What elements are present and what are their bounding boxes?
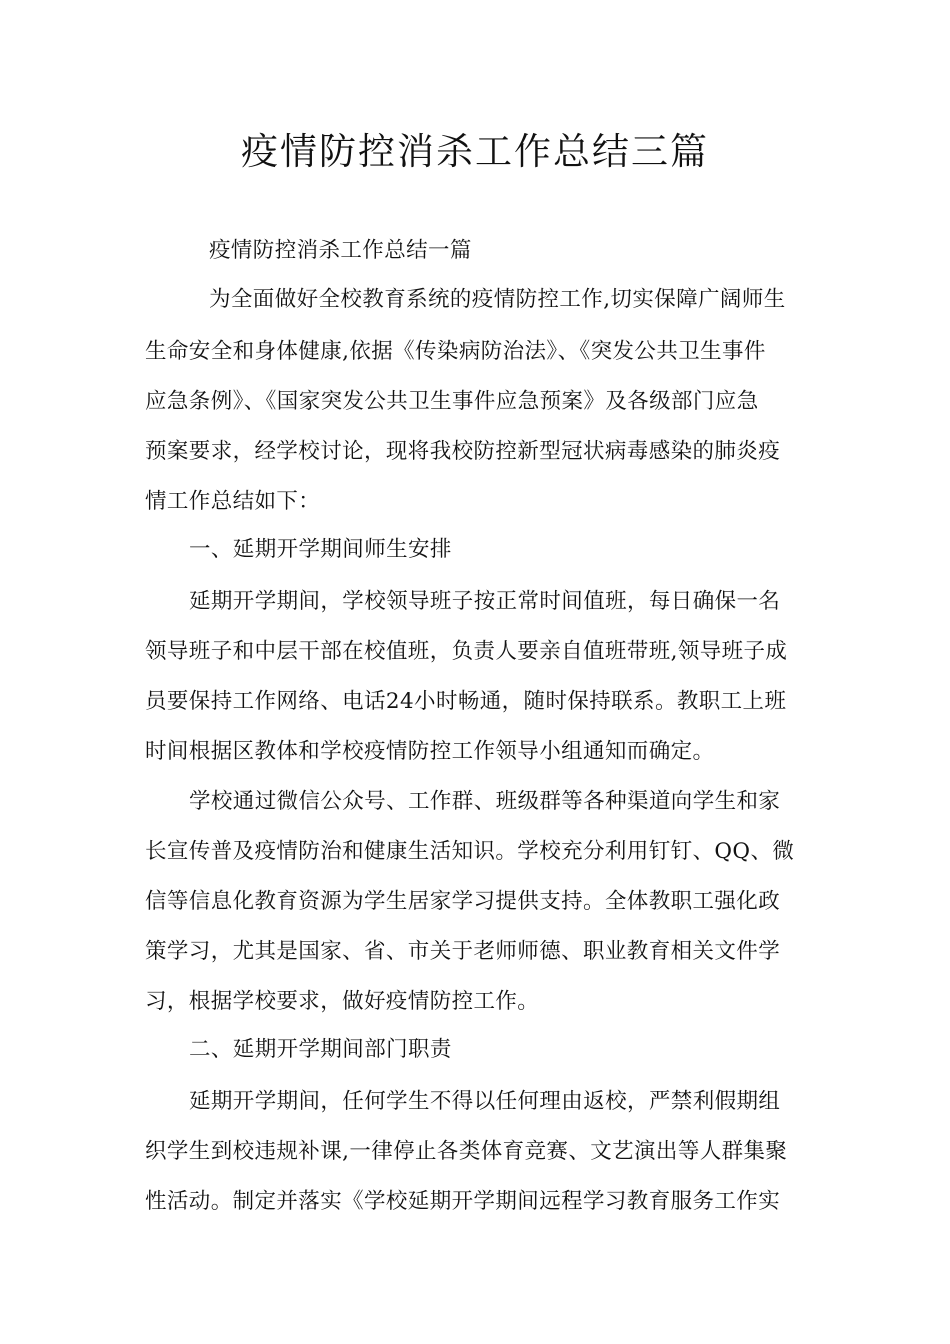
paragraph-line: 为全面做好全校教育系统的疫情防控工作,切实保障广阔师生 xyxy=(209,287,786,312)
paragraph-line: 生命安全和身体健康,依据《传染病防治法》、《突发公共卫生事件 xyxy=(145,339,766,364)
section-heading: 一、延期开学期间师生安排 xyxy=(189,537,452,562)
paragraph-line: 习，根据学校要求，做好疫情防控工作。 xyxy=(145,989,540,1014)
section-subtitle: 疫情防控消杀工作总结一篇 xyxy=(209,238,472,263)
paragraph-line: 员要保持工作网络、电话24小时畅通，随时保持联系。教职工上班 xyxy=(145,689,787,714)
paragraph-line: 延期开学期间，学校领导班子按正常时间值班，每日确保一名 xyxy=(189,589,781,614)
document-title: 疫情防控消杀工作总结三篇 xyxy=(241,130,709,173)
paragraph-line: 预案要求，经学校讨论，现将我校防控新型冠状病毒感染的肺炎疫 xyxy=(145,439,781,464)
paragraph-line: 学校通过微信公众号、工作群、班级群等各种渠道向学生和家 xyxy=(189,789,781,814)
section-heading: 二、延期开学期间部门职责 xyxy=(189,1037,452,1062)
paragraph-line: 织学生到校违规补课,一律停止各类体育竞赛、文艺演出等人群集聚 xyxy=(145,1139,788,1164)
paragraph-line: 性活动。制定并落实《学校延期开学期间远程学习教育服务工作实 xyxy=(145,1189,781,1214)
paragraph-line: 策学习，尤其是国家、省、市关于老师师德、职业教育相关文件学 xyxy=(145,939,781,964)
paragraph-line: 时间根据区教体和学校疫情防控工作领导小组通知而确定。 xyxy=(145,739,715,764)
paragraph-line: 情工作总结如下： xyxy=(145,489,321,514)
paragraph-line: 领导班子和中层干部在校值班，负责人要亲自值班带班,领导班子成 xyxy=(145,639,788,664)
paragraph-line: 信等信息化教育资源为学生居家学习提供支持。全体教职工强化政 xyxy=(145,889,781,914)
paragraph-line: 长宣传普及疫情防治和健康生活知识。学校充分利用钉钉、QQ、微 xyxy=(145,839,795,864)
paragraph-line: 应急条例》、《国家突发公共卫生事件应急预案》及各级部门应急 xyxy=(145,389,759,414)
paragraph-line: 延期开学期间，任何学生不得以任何理由返校，严禁利假期组 xyxy=(189,1089,781,1114)
